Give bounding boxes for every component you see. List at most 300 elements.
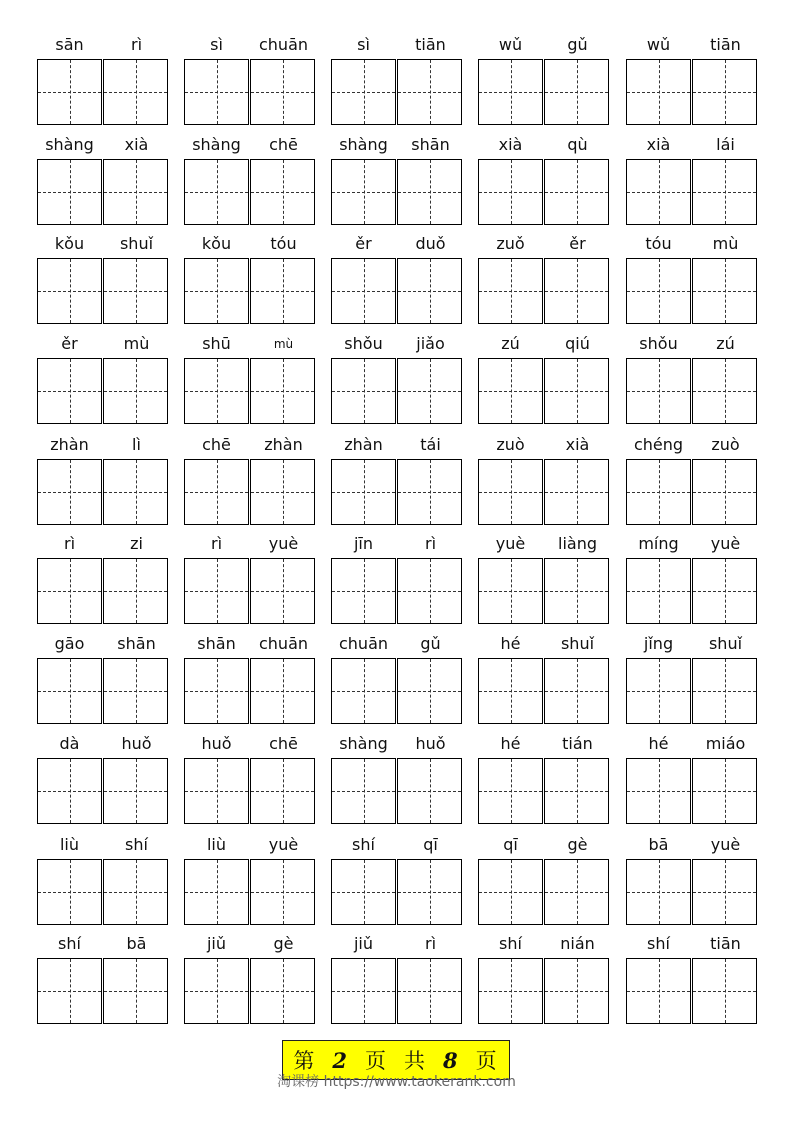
guide-line-horizontal [251,92,314,93]
writing-box[interactable] [37,758,102,824]
pinyin-label: jīn [353,534,374,553]
word-cell [477,834,611,934]
guide-line-horizontal [693,492,756,493]
pinyin-label: bā [126,934,147,953]
writing-box[interactable] [250,558,315,624]
guide-line-horizontal [627,92,690,93]
pinyin-label: chē [269,135,298,154]
writing-box[interactable] [626,258,691,324]
pinyin-label: ěr [569,234,586,253]
guide-line-horizontal [185,991,248,992]
guide-line-horizontal [545,791,608,792]
guide-line-horizontal [332,691,395,692]
word-cell [330,533,464,633]
pinyin-label: zhàn [50,435,89,454]
writing-box[interactable] [478,758,543,824]
guide-line-horizontal [332,391,395,392]
pinyin-label: zuǒ [496,234,525,253]
writing-box[interactable] [626,59,691,125]
pinyin-label: shān [197,634,236,653]
pinyin-label: shí [647,934,670,953]
pinyin-label: zhàn [264,435,303,454]
writing-box[interactable] [331,658,396,724]
writing-box[interactable] [478,159,543,225]
writing-box[interactable] [103,958,168,1024]
word-cell [330,633,464,733]
guide-line-horizontal [545,92,608,93]
guide-line-horizontal [185,192,248,193]
pinyin-label: zuò [496,435,525,454]
guide-line-horizontal [38,991,101,992]
pinyin-label: tóu [270,234,297,253]
writing-box[interactable] [692,558,757,624]
word-cell [183,533,317,633]
worksheet-row [0,834,793,934]
word-cell [625,233,759,333]
writing-box[interactable] [626,459,691,525]
word-cell [36,533,170,633]
word-cell [625,834,759,934]
pinyin-label: qiú [565,334,590,353]
writing-box[interactable] [692,258,757,324]
guide-line-horizontal [545,591,608,592]
writing-box[interactable] [397,558,462,624]
writing-box[interactable] [626,658,691,724]
guide-line-horizontal [185,291,248,292]
guide-line-horizontal [332,492,395,493]
writing-box[interactable] [478,258,543,324]
pinyin-label: shí [125,835,148,854]
worksheet-row [0,733,793,833]
pinyin-label: gǔ [420,634,441,653]
word-cell [183,933,317,1033]
writing-box[interactable] [478,59,543,125]
guide-line-horizontal [693,691,756,692]
pinyin-label: gè [567,835,588,854]
guide-line-horizontal [693,92,756,93]
pinyin-label: shān [117,634,156,653]
pinyin-label: ěr [355,234,372,253]
writing-box[interactable] [397,59,462,125]
guide-line-horizontal [479,991,542,992]
guide-line-horizontal [627,492,690,493]
pinyin-label: jiǔ [206,934,227,953]
pinyin-label: qī [503,835,518,854]
guide-line-horizontal [104,92,167,93]
writing-box[interactable] [37,258,102,324]
pinyin-label: mù [712,234,739,253]
pinyin-label: liù [206,835,227,854]
pinyin-label: yuè [268,835,299,854]
pinyin-label: huǒ [415,734,446,753]
pinyin-label: shàng [339,734,388,753]
word-cell [183,34,317,134]
writing-box[interactable] [397,958,462,1024]
writing-box[interactable] [544,159,609,225]
pinyin-label: shàng [192,135,241,154]
guide-line-horizontal [627,291,690,292]
writing-box[interactable] [397,658,462,724]
pinyin-label: lì [132,435,141,454]
word-cell [477,134,611,234]
guide-line-horizontal [332,192,395,193]
word-cell [36,633,170,733]
word-cell [183,633,317,733]
writing-box[interactable] [331,558,396,624]
pinyin-label: tiān [710,934,741,953]
word-cell [477,233,611,333]
writing-box[interactable] [397,159,462,225]
word-cell [625,933,759,1033]
guide-line-horizontal [332,991,395,992]
writing-box[interactable] [692,358,757,424]
word-cell [36,933,170,1033]
pinyin-label: huǒ [121,734,152,753]
word-cell [477,933,611,1033]
pinyin-label: rì [424,934,437,953]
word-cell [36,434,170,534]
guide-line-horizontal [38,791,101,792]
word-cell [330,834,464,934]
writing-box[interactable] [478,558,543,624]
guide-line-horizontal [693,291,756,292]
writing-box[interactable] [397,358,462,424]
writing-box[interactable] [331,859,396,925]
writing-box[interactable] [544,558,609,624]
word-cell [625,633,759,733]
guide-line-horizontal [627,991,690,992]
writing-box[interactable] [184,758,249,824]
pinyin-label: qù [567,135,588,154]
guide-line-horizontal [251,291,314,292]
pinyin-label: xià [124,135,149,154]
pinyin-label: gè [273,934,294,953]
writing-box[interactable] [692,758,757,824]
writing-box[interactable] [478,859,543,925]
writing-box[interactable] [250,258,315,324]
worksheet-row [0,233,793,333]
guide-line-horizontal [627,591,690,592]
pinyin-label: chuān [258,35,309,54]
guide-line-horizontal [693,791,756,792]
pinyin-label: rì [63,534,76,553]
word-cell [36,834,170,934]
writing-box[interactable] [692,459,757,525]
pinyin-label: hé [500,634,521,653]
writing-box[interactable] [184,859,249,925]
word-cell [625,134,759,234]
writing-box[interactable] [37,159,102,225]
guide-line-horizontal [104,192,167,193]
writing-box[interactable] [331,958,396,1024]
writing-box[interactable] [37,859,102,925]
word-cell [36,333,170,433]
guide-line-horizontal [627,691,690,692]
pinyin-label: zi [130,534,143,553]
writing-box[interactable] [103,459,168,525]
pinyin-label: hé [648,734,669,753]
writing-box[interactable] [103,658,168,724]
writing-box[interactable] [692,658,757,724]
guide-line-horizontal [332,791,395,792]
writing-box[interactable] [331,59,396,125]
word-cell [36,34,170,134]
guide-line-horizontal [185,92,248,93]
guide-line-horizontal [479,791,542,792]
pinyin-label: tiān [710,35,741,54]
writing-box[interactable] [184,658,249,724]
writing-box[interactable] [692,159,757,225]
pinyin-label: jǐng [643,634,674,653]
pinyin-label: jiǔ [353,934,374,953]
writing-box[interactable] [626,159,691,225]
pinyin-label: chē [202,435,231,454]
guide-line-horizontal [38,591,101,592]
writing-box[interactable] [478,658,543,724]
guide-line-horizontal [398,492,461,493]
writing-box[interactable] [250,59,315,125]
guide-line-horizontal [38,92,101,93]
guide-line-horizontal [398,391,461,392]
writing-box[interactable] [331,758,396,824]
guide-line-horizontal [185,492,248,493]
pinyin-label: rì [130,35,143,54]
worksheet-row [0,933,793,1033]
pinyin-label: xià [646,135,671,154]
word-cell [477,633,611,733]
pinyin-label: duǒ [415,234,446,253]
guide-line-horizontal [251,591,314,592]
writing-box[interactable] [250,459,315,525]
writing-box[interactable] [37,358,102,424]
writing-box[interactable] [103,59,168,125]
writing-box[interactable] [692,958,757,1024]
pinyin-label: shǒu [344,334,383,353]
writing-box[interactable] [37,459,102,525]
writing-box[interactable] [692,859,757,925]
pinyin-label: chéng [633,435,684,454]
writing-box[interactable] [544,758,609,824]
guide-line-horizontal [185,391,248,392]
pinyin-label: rì [424,534,437,553]
pinyin-label: wǔ [646,35,671,54]
guide-line-horizontal [332,591,395,592]
writing-box[interactable] [250,758,315,824]
writing-box[interactable] [250,658,315,724]
pinyin-label: tián [562,734,593,753]
pinyin-label: zhàn [344,435,383,454]
guide-line-horizontal [185,892,248,893]
guide-line-horizontal [693,391,756,392]
page-prefix: 第 [293,1049,317,1073]
guide-line-horizontal [479,591,542,592]
pinyin-label: shuǐ [708,634,743,653]
writing-box[interactable] [184,159,249,225]
writing-box[interactable] [331,258,396,324]
writing-box[interactable] [544,658,609,724]
pinyin-label: míng [638,534,679,553]
worksheet-row [0,633,793,733]
guide-line-horizontal [185,691,248,692]
page-label: 页 [365,1049,388,1073]
pinyin-label: mù [123,334,150,353]
pinyin-label: kǒu [201,234,232,253]
word-cell [330,34,464,134]
writing-box[interactable] [37,59,102,125]
writing-box[interactable] [103,358,168,424]
guide-line-horizontal [627,192,690,193]
pinyin-label: sì [357,35,370,54]
word-cell [36,733,170,833]
writing-box[interactable] [103,558,168,624]
writing-box[interactable] [626,558,691,624]
writing-box[interactable] [103,159,168,225]
guide-line-horizontal [104,291,167,292]
writing-box[interactable] [184,358,249,424]
pinyin-label: sì [210,35,223,54]
writing-box[interactable] [331,459,396,525]
pinyin-label: tóu [645,234,672,253]
pinyin-label: mù [273,337,294,351]
pinyin-label: shū [202,334,231,353]
writing-box[interactable] [626,859,691,925]
guide-line-horizontal [693,192,756,193]
guide-line-horizontal [251,691,314,692]
guide-line-horizontal [479,492,542,493]
page-total-label: 共 [404,1049,427,1073]
guide-line-horizontal [398,991,461,992]
writing-box[interactable] [544,59,609,125]
writing-box[interactable] [626,758,691,824]
word-cell [330,434,464,534]
writing-box[interactable] [478,358,543,424]
writing-box[interactable] [544,859,609,925]
writing-box[interactable] [692,59,757,125]
guide-line-horizontal [251,791,314,792]
writing-box[interactable] [478,459,543,525]
guide-line-horizontal [479,92,542,93]
writing-box[interactable] [331,159,396,225]
worksheet-row [0,34,793,134]
guide-line-horizontal [38,192,101,193]
pinyin-label: yuè [710,835,741,854]
pinyin-label: hé [500,734,521,753]
writing-box[interactable] [103,258,168,324]
writing-box[interactable] [544,459,609,525]
word-cell [183,834,317,934]
guide-line-horizontal [627,892,690,893]
writing-box[interactable] [544,358,609,424]
writing-box[interactable] [250,958,315,1024]
guide-line-horizontal [38,691,101,692]
page-current: 2 [332,1047,349,1073]
guide-line-horizontal [251,192,314,193]
word-cell [330,233,464,333]
guide-line-horizontal [545,192,608,193]
guide-line-horizontal [398,192,461,193]
word-cell [183,434,317,534]
pinyin-label: lái [716,135,735,154]
pinyin-label: yuè [710,534,741,553]
pinyin-label: shàng [45,135,94,154]
writing-box[interactable] [397,859,462,925]
writing-box[interactable] [331,358,396,424]
pinyin-label: bā [648,835,669,854]
writing-box[interactable] [544,958,609,1024]
worksheet-row [0,333,793,433]
writing-box[interactable] [250,859,315,925]
pinyin-label: zú [716,334,735,353]
writing-box[interactable] [184,459,249,525]
pinyin-label: sān [55,35,84,54]
guide-line-horizontal [693,591,756,592]
writing-box[interactable] [397,459,462,525]
writing-box[interactable] [184,59,249,125]
pinyin-label: shí [352,835,375,854]
writing-box[interactable] [37,558,102,624]
writing-box[interactable] [37,958,102,1024]
writing-box[interactable] [184,958,249,1024]
writing-box[interactable] [37,658,102,724]
writing-box[interactable] [397,258,462,324]
pinyin-label: gāo [54,634,85,653]
guide-line-horizontal [104,591,167,592]
guide-line-horizontal [398,92,461,93]
writing-box[interactable] [626,958,691,1024]
pinyin-label: chuān [338,634,389,653]
guide-line-horizontal [479,892,542,893]
pinyin-label: wǔ [498,35,523,54]
page-total: 8 [443,1047,460,1073]
guide-line-horizontal [693,892,756,893]
guide-line-horizontal [104,391,167,392]
guide-line-horizontal [398,892,461,893]
writing-box[interactable] [397,758,462,824]
word-cell [625,333,759,433]
writing-box[interactable] [103,859,168,925]
pinyin-label: jiǎo [416,334,445,353]
writing-box[interactable] [250,358,315,424]
guide-line-horizontal [398,291,461,292]
writing-box[interactable] [250,159,315,225]
pinyin-label: liàng [558,534,597,553]
writing-box[interactable] [184,258,249,324]
pinyin-label: shuǐ [119,234,154,253]
guide-line-horizontal [104,492,167,493]
worksheet-row [0,533,793,633]
guide-line-horizontal [545,391,608,392]
word-cell [477,733,611,833]
word-cell [330,733,464,833]
guide-line-horizontal [545,291,608,292]
pinyin-label: xià [498,135,523,154]
writing-box[interactable] [184,558,249,624]
pinyin-label: shàng [339,135,388,154]
guide-line-horizontal [627,791,690,792]
writing-box[interactable] [626,358,691,424]
pinyin-label: rì [210,534,223,553]
pinyin-label: shí [58,934,81,953]
writing-box[interactable] [544,258,609,324]
word-cell [330,333,464,433]
writing-box[interactable] [478,958,543,1024]
guide-line-horizontal [104,991,167,992]
word-cell [183,233,317,333]
word-cell [36,233,170,333]
guide-line-horizontal [545,691,608,692]
writing-box[interactable] [103,758,168,824]
pinyin-label: yuè [268,534,299,553]
